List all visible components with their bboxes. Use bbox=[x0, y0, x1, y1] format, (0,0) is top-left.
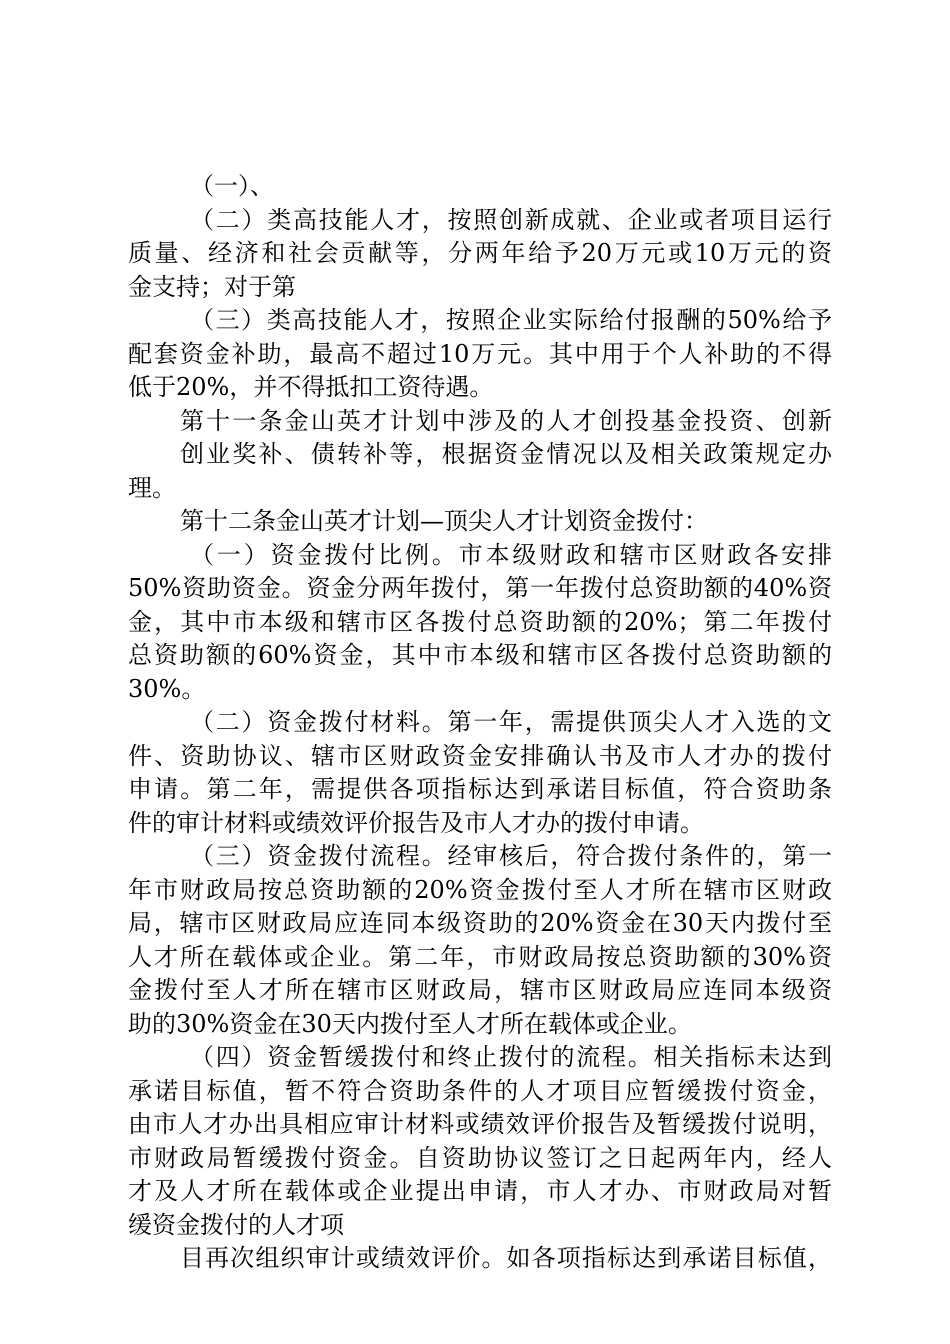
paragraph-line: 由市人才办出具相应审计材料或绩效评价报告及暂缓拨付说明， bbox=[128, 1110, 832, 1138]
paragraph-line: 低于20%，并不得抵扣工资待遇。 bbox=[128, 373, 494, 401]
paragraph-line: 局，辖市区财政局应连同本级资助的20%资金在30天内拨付至 bbox=[128, 909, 832, 937]
paragraph-line: 创业奖补、债转补等，根据资金情况以及相关政策规定办 bbox=[180, 440, 832, 468]
paragraph-line: 50%资助资金。资金分两年拨付，第一年拨付总资助额的40%资 bbox=[128, 574, 832, 602]
paragraph-line: 金拨付至人才所在辖市区财政局，辖市区财政局应连同本级资 bbox=[128, 976, 832, 1004]
paragraph-line: 总资助额的60%资金，其中市本级和辖市区各拨付总资助额的 bbox=[128, 641, 832, 669]
paragraph-line: （一）、 bbox=[190, 172, 274, 200]
paragraph-line: 件、资助协议、辖市区财政资金安排确认书及市人才办的拨付 bbox=[128, 741, 832, 770]
paragraph-line: 第十二条金山英才计划—顶尖人才计划资金拨付： bbox=[180, 507, 708, 535]
paragraph-line: 理。 bbox=[128, 473, 176, 502]
paragraph-line: （三）类高技能人才，按照企业实际给付报酬的50%给予 bbox=[190, 306, 832, 334]
paragraph-line: 人才所在载体或企业。第二年，市财政局按总资助额的30%资 bbox=[128, 942, 832, 971]
paragraph-line: （二）类高技能人才，按照创新成就、企业或者项目运行 bbox=[190, 205, 832, 234]
document-body bbox=[128, 170, 832, 1276]
paragraph-line: 市财政局暂缓拨付资金。自资助协议签订之日起两年内，经人 bbox=[128, 1143, 832, 1172]
paragraph-line: 金，其中市本级和辖市区各拨付总资助额的20%；第二年拨付 bbox=[128, 607, 832, 636]
paragraph-line: 承诺目标值，暂不符合资助条件的人才项目应暂缓拨付资金， bbox=[128, 1076, 832, 1105]
paragraph-line: （二）资金拨付材料。第一年，需提供顶尖人才入选的文 bbox=[190, 708, 832, 736]
paragraph-line: 第十一条金山英才计划中涉及的人才创投基金投资、创新 bbox=[180, 406, 832, 435]
paragraph-line: 金支持；对于第 bbox=[128, 272, 296, 301]
paragraph-line: 配套资金补助，最高不超过10万元。其中用于个人补助的不得 bbox=[128, 339, 832, 368]
paragraph-line: 目再次组织审计或绩效评价。如各项指标达到承诺目标值， bbox=[180, 1244, 832, 1272]
paragraph-line: （四）资金暂缓拨付和终止拨付的流程。相关指标未达到 bbox=[190, 1043, 832, 1071]
paragraph-line: 缓资金拨付的人才项 bbox=[128, 1210, 344, 1239]
paragraph-line: 助的30%资金在30天内拨付至人才所在载体或企业。 bbox=[128, 1009, 692, 1038]
paragraph-line: 年市财政局按总资助额的20%资金拨付至人才所在辖市区财政 bbox=[128, 875, 832, 904]
paragraph-line: 30%。 bbox=[128, 674, 206, 703]
paragraph-line: （三）资金拨付流程。经审核后，符合拨付条件的，第一 bbox=[190, 842, 832, 870]
paragraph-line: 申请。第二年，需提供各项指标达到承诺目标值，符合资助条 bbox=[128, 775, 832, 803]
paragraph-line: 质量、经济和社会贡献等，分两年给予20万元或10万元的资 bbox=[128, 239, 832, 267]
paragraph-line: （一）资金拨付比例。市本级财政和辖市区财政各安排 bbox=[190, 540, 832, 569]
paragraph-line: 件的审计材料或绩效评价报告及市人才办的拨付申请。 bbox=[128, 808, 704, 837]
paragraph-line: 才及人才所在载体或企业提出申请，市人才办、市财政局对暂 bbox=[128, 1177, 832, 1205]
